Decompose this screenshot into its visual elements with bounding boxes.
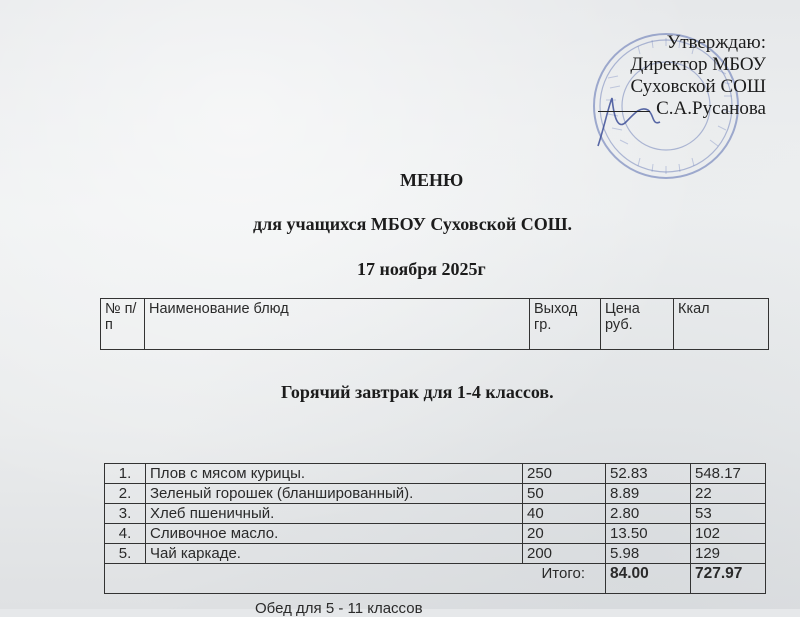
item-price: 2.80: [606, 504, 691, 524]
item-kcal: 548.17: [691, 464, 766, 484]
item-price: 52.83: [606, 464, 691, 484]
document-date: 17 ноября 2025г: [357, 259, 486, 279]
table-row: [105, 464, 766, 484]
approval-name: С.А.Русанова: [656, 98, 766, 119]
approval-signatory: [598, 98, 766, 120]
table-row: [105, 504, 766, 524]
item-price: 8.89: [606, 484, 691, 504]
header-output: Выход гр.: [530, 299, 601, 350]
item-price: 5.98: [606, 544, 691, 564]
header-name: Наименование блюд: [145, 299, 530, 350]
item-name: Чай каркаде.: [146, 544, 523, 564]
item-kcal: 53: [691, 504, 766, 524]
item-kcal: 22: [691, 484, 766, 504]
table-row: [105, 544, 766, 564]
item-kcal: 102: [691, 524, 766, 544]
item-output: 250: [523, 464, 606, 484]
header-num: № п/п: [101, 299, 145, 350]
item-output: 200: [523, 544, 606, 564]
item-name: Плов с мясом курицы.: [146, 464, 523, 484]
item-num: 4.: [105, 524, 146, 544]
item-output: 40: [523, 504, 606, 524]
item-num: 2.: [105, 484, 146, 504]
signature-line: [598, 111, 650, 112]
table-row: [105, 524, 766, 544]
approval-block: [598, 32, 766, 120]
approval-school: Суховской СОШ: [630, 76, 766, 97]
item-num: 5.: [105, 544, 146, 564]
item-output: 20: [523, 524, 606, 544]
menu-header-table: [100, 298, 769, 350]
item-num: 3.: [105, 504, 146, 524]
section-title-breakfast: Горячий завтрак для 1-4 классов.: [281, 382, 554, 402]
total-label: Итого:: [105, 564, 606, 594]
item-name: Сливочное масло.: [146, 524, 523, 544]
table-row: [105, 484, 766, 504]
approval-label: Утверждаю:: [666, 32, 766, 53]
lunch-section-title-partial: Обед для 5 - 11 классов: [255, 600, 423, 617]
header-row: [101, 299, 769, 350]
approval-position: Директор МБОУ: [630, 54, 766, 75]
item-name: Зеленый горошек (бланшированный).: [146, 484, 523, 504]
header-price: Цена руб.: [601, 299, 674, 350]
item-kcal: 129: [691, 544, 766, 564]
item-num: 1.: [105, 464, 146, 484]
header-kcal: Ккал: [674, 299, 769, 350]
total-kcal: 727.97: [691, 564, 766, 594]
item-output: 50: [523, 484, 606, 504]
item-price: 13.50: [606, 524, 691, 544]
total-row: [105, 564, 766, 594]
total-price: 84.00: [606, 564, 691, 594]
document-title: МЕНЮ: [400, 170, 464, 190]
document-subtitle: для учащихся МБОУ Суховской СОШ.: [253, 214, 572, 234]
menu-items-table: [104, 463, 766, 594]
item-name: Хлеб пшеничный.: [146, 504, 523, 524]
